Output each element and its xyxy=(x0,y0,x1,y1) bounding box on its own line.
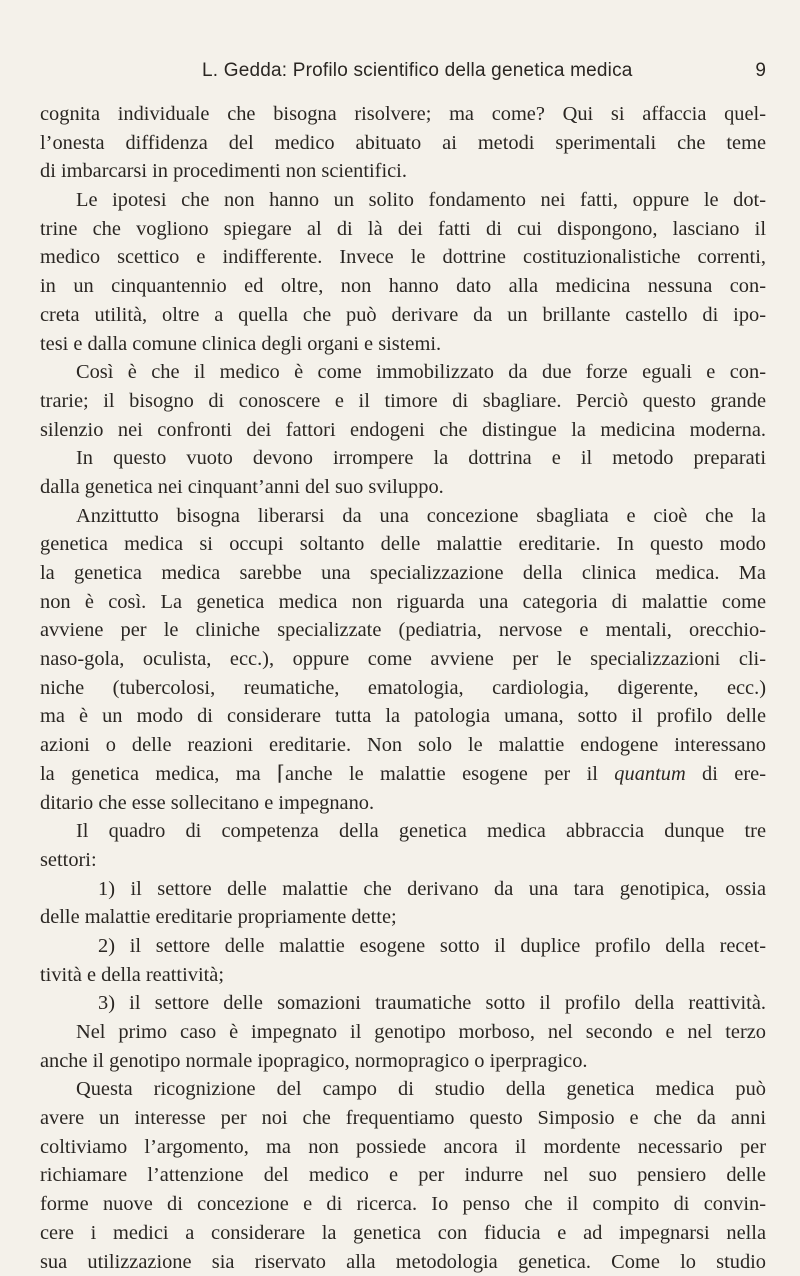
page-number: 9 xyxy=(755,60,766,82)
text-line: Il quadro di competenza della genetica medica abbraccia dunque tre xyxy=(40,817,766,846)
text-line: Questa ricognizione del campo di studio della genetica medica può xyxy=(40,1075,766,1104)
body-text xyxy=(40,100,766,1276)
text-line: delle malattie ereditarie propriamente dette; xyxy=(40,903,766,932)
text-line: di imbarcarsi in procedimenti non scientifici. xyxy=(40,157,766,186)
running-head: L. Gedda: Profilo scientifico della genetica medica xyxy=(202,60,633,82)
text-line: in un cinquantennio ed oltre, non hanno dato alla medicina nessuna con- xyxy=(40,272,766,301)
page-header xyxy=(40,60,766,90)
text-line: settori: xyxy=(40,846,766,875)
text-line: forme nuove di concezione e di ricerca. Io penso che il compito di convin- xyxy=(40,1190,766,1219)
text-line: dalla genetica nei cinquant’anni del suo sviluppo. xyxy=(40,473,766,502)
text-line: non è così. La genetica medica non riguarda una categoria di malattie come xyxy=(40,588,766,617)
text-line: sua utilizzazione sia riservato alla metodologia genetica. Come lo studio xyxy=(40,1248,766,1276)
text-line: richiamare l’attenzione del medico e per indurre nel suo pensiero delle xyxy=(40,1161,766,1190)
text-line: 2) il settore delle malattie esogene sotto il duplice profilo della recet- xyxy=(40,932,766,961)
text-line: In questo vuoto devono irrompere la dottrina e il metodo preparati xyxy=(40,444,766,473)
text-line: silenzio nei confronti dei fattori endogeni che distingue la medicina moderna. xyxy=(40,416,766,445)
text-line: genetica medica si occupi soltanto delle malattie ereditarie. In questo modo xyxy=(40,530,766,559)
text-line: Così è che il medico è come immobilizzato da due forze eguali e con- xyxy=(40,358,766,387)
italic-term: quantum xyxy=(614,763,685,785)
text-line: ma è un modo di considerare tutta la patologia umana, sotto il profilo delle xyxy=(40,702,766,731)
text-line: coltiviamo l’argomento, ma non possiede ancora il mordente necessario per xyxy=(40,1133,766,1162)
text-line: anche il genotipo normale ipopragico, normopragico o iperpragico. xyxy=(40,1047,766,1076)
text-line: Anzittutto bisogna liberarsi da una concezione sbagliata e cioè che la xyxy=(40,502,766,531)
text-line: medico scettico e indifferente. Invece le dottrine costituzionalistiche correnti, xyxy=(40,243,766,272)
text-line: 1) il settore delle malattie che derivano da una tara genotipica, ossia xyxy=(40,875,766,904)
text-segment: di ere- xyxy=(686,763,766,785)
text-line: azioni o delle reazioni ereditarie. Non solo le malattie endogene interessano xyxy=(40,731,766,760)
text-line: tività e della reattività; xyxy=(40,961,766,990)
text-line: Nel primo caso è impegnato il genotipo morboso, nel secondo e nel terzo xyxy=(40,1018,766,1047)
text-segment: la genetica medica, ma ⌈anche le malattie esogene per il xyxy=(40,763,614,785)
text-line: la genetica medica sarebbe una specializzazione della clinica medica. Ma xyxy=(40,559,766,588)
text-line: l’onesta diffidenza del medico abituato ai metodi sperimentali che teme xyxy=(40,129,766,158)
text-line: cere i medici a considerare la genetica con fiducia e ad impegnarsi nella xyxy=(40,1219,766,1248)
text-line: naso-gola, oculista, ecc.), oppure come avviene per le specializzazioni cli- xyxy=(40,645,766,674)
text-line: avere un interesse per noi che frequentiamo questo Simposio e che da anni xyxy=(40,1104,766,1133)
text-line: ditario che esse sollecitano e impegnano. xyxy=(40,789,766,818)
text-line: avviene per le cliniche specializzate (pediatria, nervose e mentali, orecchio- xyxy=(40,616,766,645)
text-line: trarie; il bisogno di conoscere e il timore di sbagliare. Perciò questo grande xyxy=(40,387,766,416)
text-line: 3) il settore delle somazioni traumatiche sotto il profilo della reattività. xyxy=(40,989,766,1018)
text-line: creta utilità, oltre a quella che può derivare da un brillante castello di ipo- xyxy=(40,301,766,330)
text-line: niche (tubercolosi, reumatiche, ematologia, cardiologia, digerente, ecc.) xyxy=(40,674,766,703)
text-line: Le ipotesi che non hanno un solito fondamento nei fatti, oppure le dot- xyxy=(40,186,766,215)
text-line: tesi e dalla comune clinica degli organi e sistemi. xyxy=(40,330,766,359)
text-line xyxy=(40,760,766,789)
text-line: trine che vogliono spiegare al di là dei fatti di cui dispongono, lasciano il xyxy=(40,215,766,244)
text-line: cognita individuale che bisogna risolvere; ma come? Qui si affaccia quel- xyxy=(40,100,766,129)
